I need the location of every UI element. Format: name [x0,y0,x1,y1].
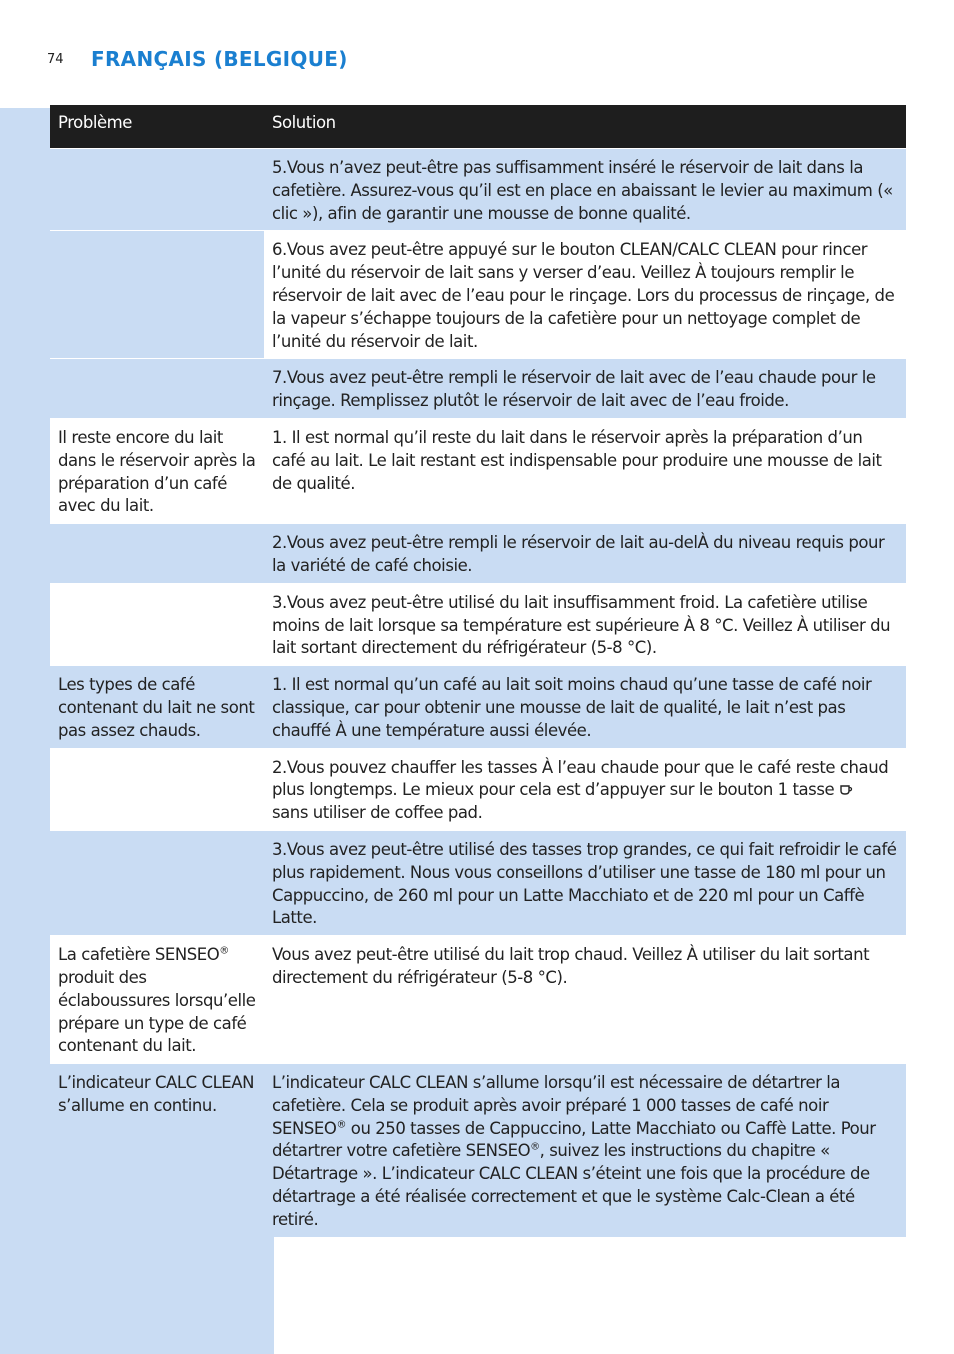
solution-cell: 1. Il est normal qu’il reste du lait dans le réservoir après la préparation d’un café au lait. Le lait restant est indispensable pour produire une mousse de lait de qualité. [264,418,906,523]
solution-text-end: , suivez les instructions du chapitre « Détartrage ». L’indicateur CALC CLEAN s’éteint une fois que la procédure de détartrage a été réalisée correctement et que le système Calc-Clean a été retiré. [272,1141,870,1229]
table-row [50,830,906,935]
solution-cell: 5.Vous n’avez peut-être pas suffisamment inséré le réservoir de lait dans la cafetière. Assurez-vous qu’il est en place en abaissant le levier au maximum (« clic »), afin de garantir une mousse de bonne qualité. [264,149,906,231]
problem-text-continued: produit des éclaboussures lorsqu’elle prépare un type de café contenant du lait. [58,967,256,1056]
registered-mark: ® [530,1141,540,1153]
registered-mark: ® [219,945,229,957]
problem-cell [50,231,264,359]
table-row [50,583,906,665]
solution-text-continued: sans utiliser de coffee pad. [272,803,483,823]
column-header-solution: Solution [264,105,906,149]
solution-text: L’indicateur CALC CLEAN s’allume lorsqu’il est nécessaire de détartrer la cafetière. Cela se produit après avoir préparé 1 000 tasses de café noir SENSEO [272,1073,841,1138]
troubleshooting-table [50,105,906,1237]
solution-text: 2.Vous pouvez chauffer les tasses À l’eau chaude pour que le café reste chaud plus longtemps. Le mieux pour cela est d’appuyer sur le bouton 1 tasse [272,757,889,800]
solution-text-continued: ou 250 tasses de Cappuccino, Latte Macchiato ou Caffè Latte. Pour détartrer votre cafetière SENSEO [272,1118,876,1161]
table-row [50,418,906,523]
registered-mark: ® [336,1119,346,1131]
section-title: FRANÇAIS (BELGIQUE) [91,47,348,71]
table-row [50,936,906,1064]
problem-cell [50,524,264,584]
table-row [50,231,906,359]
solution-cell: 1. Il est normal qu’un café au lait soit moins chaud qu’une tasse de café noir classique, car pour obtenir une mousse de lait de qualité, le lait n’est pas chauffé À une température aussi élevée. [264,666,906,748]
problem-cell [50,583,264,665]
table-row [50,666,906,748]
column-header-problem: Problème [50,105,264,149]
solution-cell [264,748,906,830]
problem-cell [50,936,264,1064]
problem-cell [50,149,264,231]
problem-cell: Il reste encore du lait dans le réservoir après la préparation d’un café avec du lait. [50,418,264,523]
solution-cell: Vous avez peut-être utilisé du lait trop chaud. Veillez À utiliser du lait sortant directement du réfrigérateur (5-8 °C). [264,936,906,1064]
table-row [50,524,906,584]
problem-cell [50,748,264,830]
solution-cell: 6.Vous avez peut-être appuyé sur le bouton CLEAN/CALC CLEAN pour rincer l’unité du réservoir de lait sans y verser d’eau. Veillez À toujours remplir le réservoir de lait avec de l’eau pour le rinçage. Lors du processus de rinçage, de la vapeur s’échappe toujours de la cafetière pour un nettoyage complet de l’unité du réservoir de lait. [264,231,906,359]
problem-text: La cafetière SENSEO [58,945,220,965]
table-row [50,149,906,231]
table-row [50,748,906,830]
solution-cell: 2.Vous avez peut-être rempli le réservoir de lait au-delÀ du niveau requis pour la variété de café choisie. [264,524,906,584]
solution-cell: 3.Vous avez peut-être utilisé des tasses trop grandes, ce qui fait refroidir le café plus rapidement. Nous vous conseillons d’utiliser une tasse de 180 ml pour un Cappuccino, de 260 ml pour un Latte Macchiato et de 220 ml pour un Caffè Latte. [264,830,906,935]
page-number: 74 [47,52,64,67]
problem-cell [50,359,264,419]
table-row [50,1064,906,1237]
table-header-row [50,105,906,149]
problem-cell: L’indicateur CALC CLEAN s’allume en continu. [50,1064,264,1237]
solution-cell [264,1064,906,1237]
problem-cell: Les types de café contenant du lait ne sont pas assez chauds. [50,666,264,748]
table-row [50,359,906,419]
problem-cell [50,830,264,935]
solution-cell: 3.Vous avez peut-être utilisé du lait insuffisamment froid. La cafetière utilise moins de lait lorsque sa température est supérieure À 8 °C. Veillez À utiliser du lait sortant directement du réfrigérateur (5-8 °C). [264,583,906,665]
cup-icon [839,783,853,797]
solution-cell: 7.Vous avez peut-être rempli le réservoir de lait avec de l’eau chaude pour le rinçage. Remplissez plutôt le réservoir de lait avec de l’eau froide. [264,359,906,419]
